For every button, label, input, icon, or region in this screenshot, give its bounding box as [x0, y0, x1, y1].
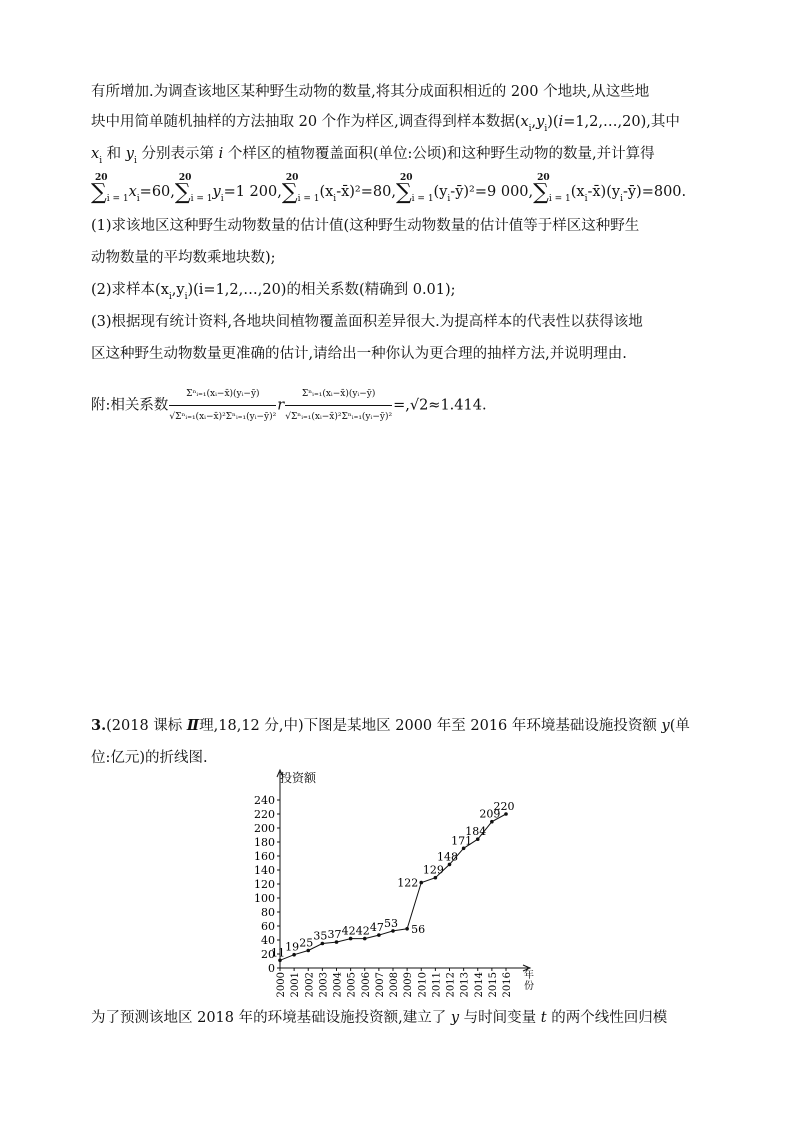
- p3-line1: 3.(2018 课标 Ⅱ理,18,12 分,中)下图是某地区 2000 年至 2016 年环境基础设施投资额 y(单: [91, 717, 690, 734]
- data-label: 209: [479, 807, 501, 821]
- investment-line-chart: [240, 768, 540, 998]
- x-tick-label: 2012: [445, 972, 457, 998]
- sum-2: 20 $\sum_{i = 1}$: [174, 173, 213, 205]
- x-tick-label: 2015: [487, 972, 499, 998]
- x-axis-label: [524, 968, 534, 992]
- sum-3: 20 $\sum_{i = 1}$: [281, 173, 320, 205]
- sum-4: 20 $\sum_{i = 1}$: [395, 173, 434, 205]
- data-label: 42: [341, 924, 356, 938]
- y-tick-label: 180: [254, 836, 275, 849]
- p2-q1b: 动物数量的平均数乘地块数);: [91, 250, 276, 266]
- corr-fraction-1: $\frac{\text{Σⁿᵢ₌₁(xᵢ−x̄)(yᵢ−ȳ)}}{\text{√Σⁿᵢ₌₁(xᵢ−x̄)²Σⁿᵢ₌₁(yᵢ−ȳ)²}}$: [169, 384, 276, 427]
- problem-number: 3.: [91, 717, 107, 734]
- x-tick-label: 2005: [346, 972, 358, 998]
- data-label: 148: [437, 850, 458, 864]
- y-tick-label: 60: [261, 920, 275, 933]
- data-point: [405, 927, 409, 931]
- x-tick-label: 2016: [502, 972, 513, 998]
- y-tick-label: 40: [261, 934, 275, 947]
- y-tick-label: 220: [254, 808, 275, 821]
- data-label: 129: [422, 863, 444, 877]
- y-tick-label: 200: [254, 822, 275, 835]
- data-point: [419, 881, 423, 885]
- p2-q1a: (1)求该地区这种野生动物数量的估计值(这种野生动物数量的估计值等于样区这种野生: [91, 218, 640, 234]
- data-label: 11: [271, 946, 285, 960]
- data-label: 25: [299, 936, 314, 950]
- p2-line3: $x_i$ 和 $y_i$ 分别表示第 i 个样区的植物覆盖面积(单位:公顷)和这种野生动物的数量,并计算得: [91, 146, 655, 166]
- x-tick-label: 2004: [332, 972, 344, 998]
- p2-q3b: 区这种野生动物数量更准确的估计,请给出一种你认为更合理的抽样方法,并说明理由.: [91, 346, 627, 362]
- data-label: 42: [355, 924, 370, 938]
- x-tick-label: 2000: [276, 972, 287, 998]
- x-tick-label: 2011: [431, 972, 443, 998]
- x-tick-label: 2013: [459, 972, 471, 998]
- data-labels: [271, 800, 515, 959]
- y-tick-label: 100: [254, 892, 275, 905]
- y-tick-label: 80: [261, 906, 275, 919]
- y-tick-label: 140: [254, 864, 275, 877]
- data-label: 184: [465, 825, 487, 839]
- data-label: 122: [397, 876, 419, 890]
- x-tick-label: 2007: [374, 972, 386, 998]
- y-tick-label: 240: [254, 794, 275, 807]
- sum-5: 20 $\sum_{i = 1}$: [533, 173, 571, 205]
- corr-fraction-2: $\frac{\text{Σⁿᵢ₌₁(xᵢ−x̄)(yᵢ−ȳ)}}{\text{√Σⁿᵢ₌₁(xᵢ−x̄)²Σⁿᵢ₌₁(yᵢ−ȳ)²}}$: [285, 384, 392, 427]
- sum-1: 20 $\sum_{i = 1}$: [91, 173, 129, 205]
- x-tick-label: 2001: [290, 972, 302, 998]
- data-label: 19: [285, 940, 300, 954]
- p2-q2: (2)求样本$(x_i,y_i)(i=1,2,\dots,20)$的相关系数(精确到 0.01);: [91, 282, 456, 302]
- x-axis-label-char: 年: [524, 970, 534, 981]
- p3-after-chart: 为了预测该地区 2018 年的环境基础设施投资额,建立了 y 与时间变量 t 的两个线性回归模: [91, 1010, 668, 1026]
- x-tick-label: 2010: [417, 972, 429, 998]
- x-tick-label: 2002: [304, 972, 316, 998]
- p2-sums-line: 20 $\sum_{i = 1}x_i=60$, 20 $\sum_{i = 1}y_i=1$ 200, 20 $\sum_{i = 1}(x_i-x̄)^2=80$, 20 $\sum_{i = 1}(y_i-ȳ)^2=9$ 000, 20 $\sum_{i = 1}(x_i-x̄)(y_i-ȳ)=800$.: [91, 182, 686, 209]
- x-axis-label-char: 份: [524, 981, 534, 992]
- x-tick-label: 2008: [389, 972, 400, 998]
- p2-appendix: 附:相关系数 $\frac{\text{Σⁿᵢ₌₁(xᵢ−x̄)(yᵢ−ȳ)}}{\text{√Σⁿᵢ₌₁(xᵢ−x̄)²Σⁿᵢ₌₁(yᵢ−ȳ)²}}$ r $\frac{\text{Σⁿᵢ₌₁(xᵢ−x̄)(yᵢ−ȳ)}}{\text{√Σⁿᵢ₌₁(xᵢ−x̄)²Σⁿᵢ₌₁(yᵢ−ȳ)²}}$ =,√2≈1.414.: [91, 384, 487, 427]
- y-tick-label: 0: [268, 962, 275, 975]
- data-label: 37: [327, 928, 342, 942]
- x-tick-label: 2003: [318, 972, 330, 998]
- y-axis-label: 投资额: [280, 771, 317, 785]
- data-label: 47: [369, 921, 384, 935]
- p2-line1: 有所增加.为调查该地区某种野生动物的数量,将其分成面积相近的 200 个地块,从这些地: [91, 84, 650, 100]
- p2-line2: 块中用简单随机抽样的方法抽取 20 个作为样区,调查得到样本数据$(x_i,y_i)(i=1,2,\dots,20)$,其中: [91, 114, 680, 134]
- data-label: 171: [451, 834, 473, 848]
- x-tick-label: 2009: [403, 972, 415, 998]
- data-label: 35: [313, 929, 328, 943]
- y-tick-label: 160: [254, 850, 275, 863]
- x-tick-label: 2014: [473, 972, 485, 998]
- p3-line2: 位:亿元)的折线图.: [91, 750, 208, 766]
- data-label: 220: [493, 800, 515, 813]
- y-tick-label: 120: [254, 878, 275, 891]
- x-tick-label: 2006: [360, 972, 372, 998]
- y-tick-label: 20: [261, 948, 275, 961]
- data-label: 56: [411, 922, 426, 936]
- data-label: 53: [384, 916, 398, 930]
- x-tick-labels: [276, 968, 513, 997]
- p2-q3a: (3)根据现有统计资料,各地块间植物覆盖面积差异很大.为提高样本的代表性以获得该地: [91, 314, 643, 330]
